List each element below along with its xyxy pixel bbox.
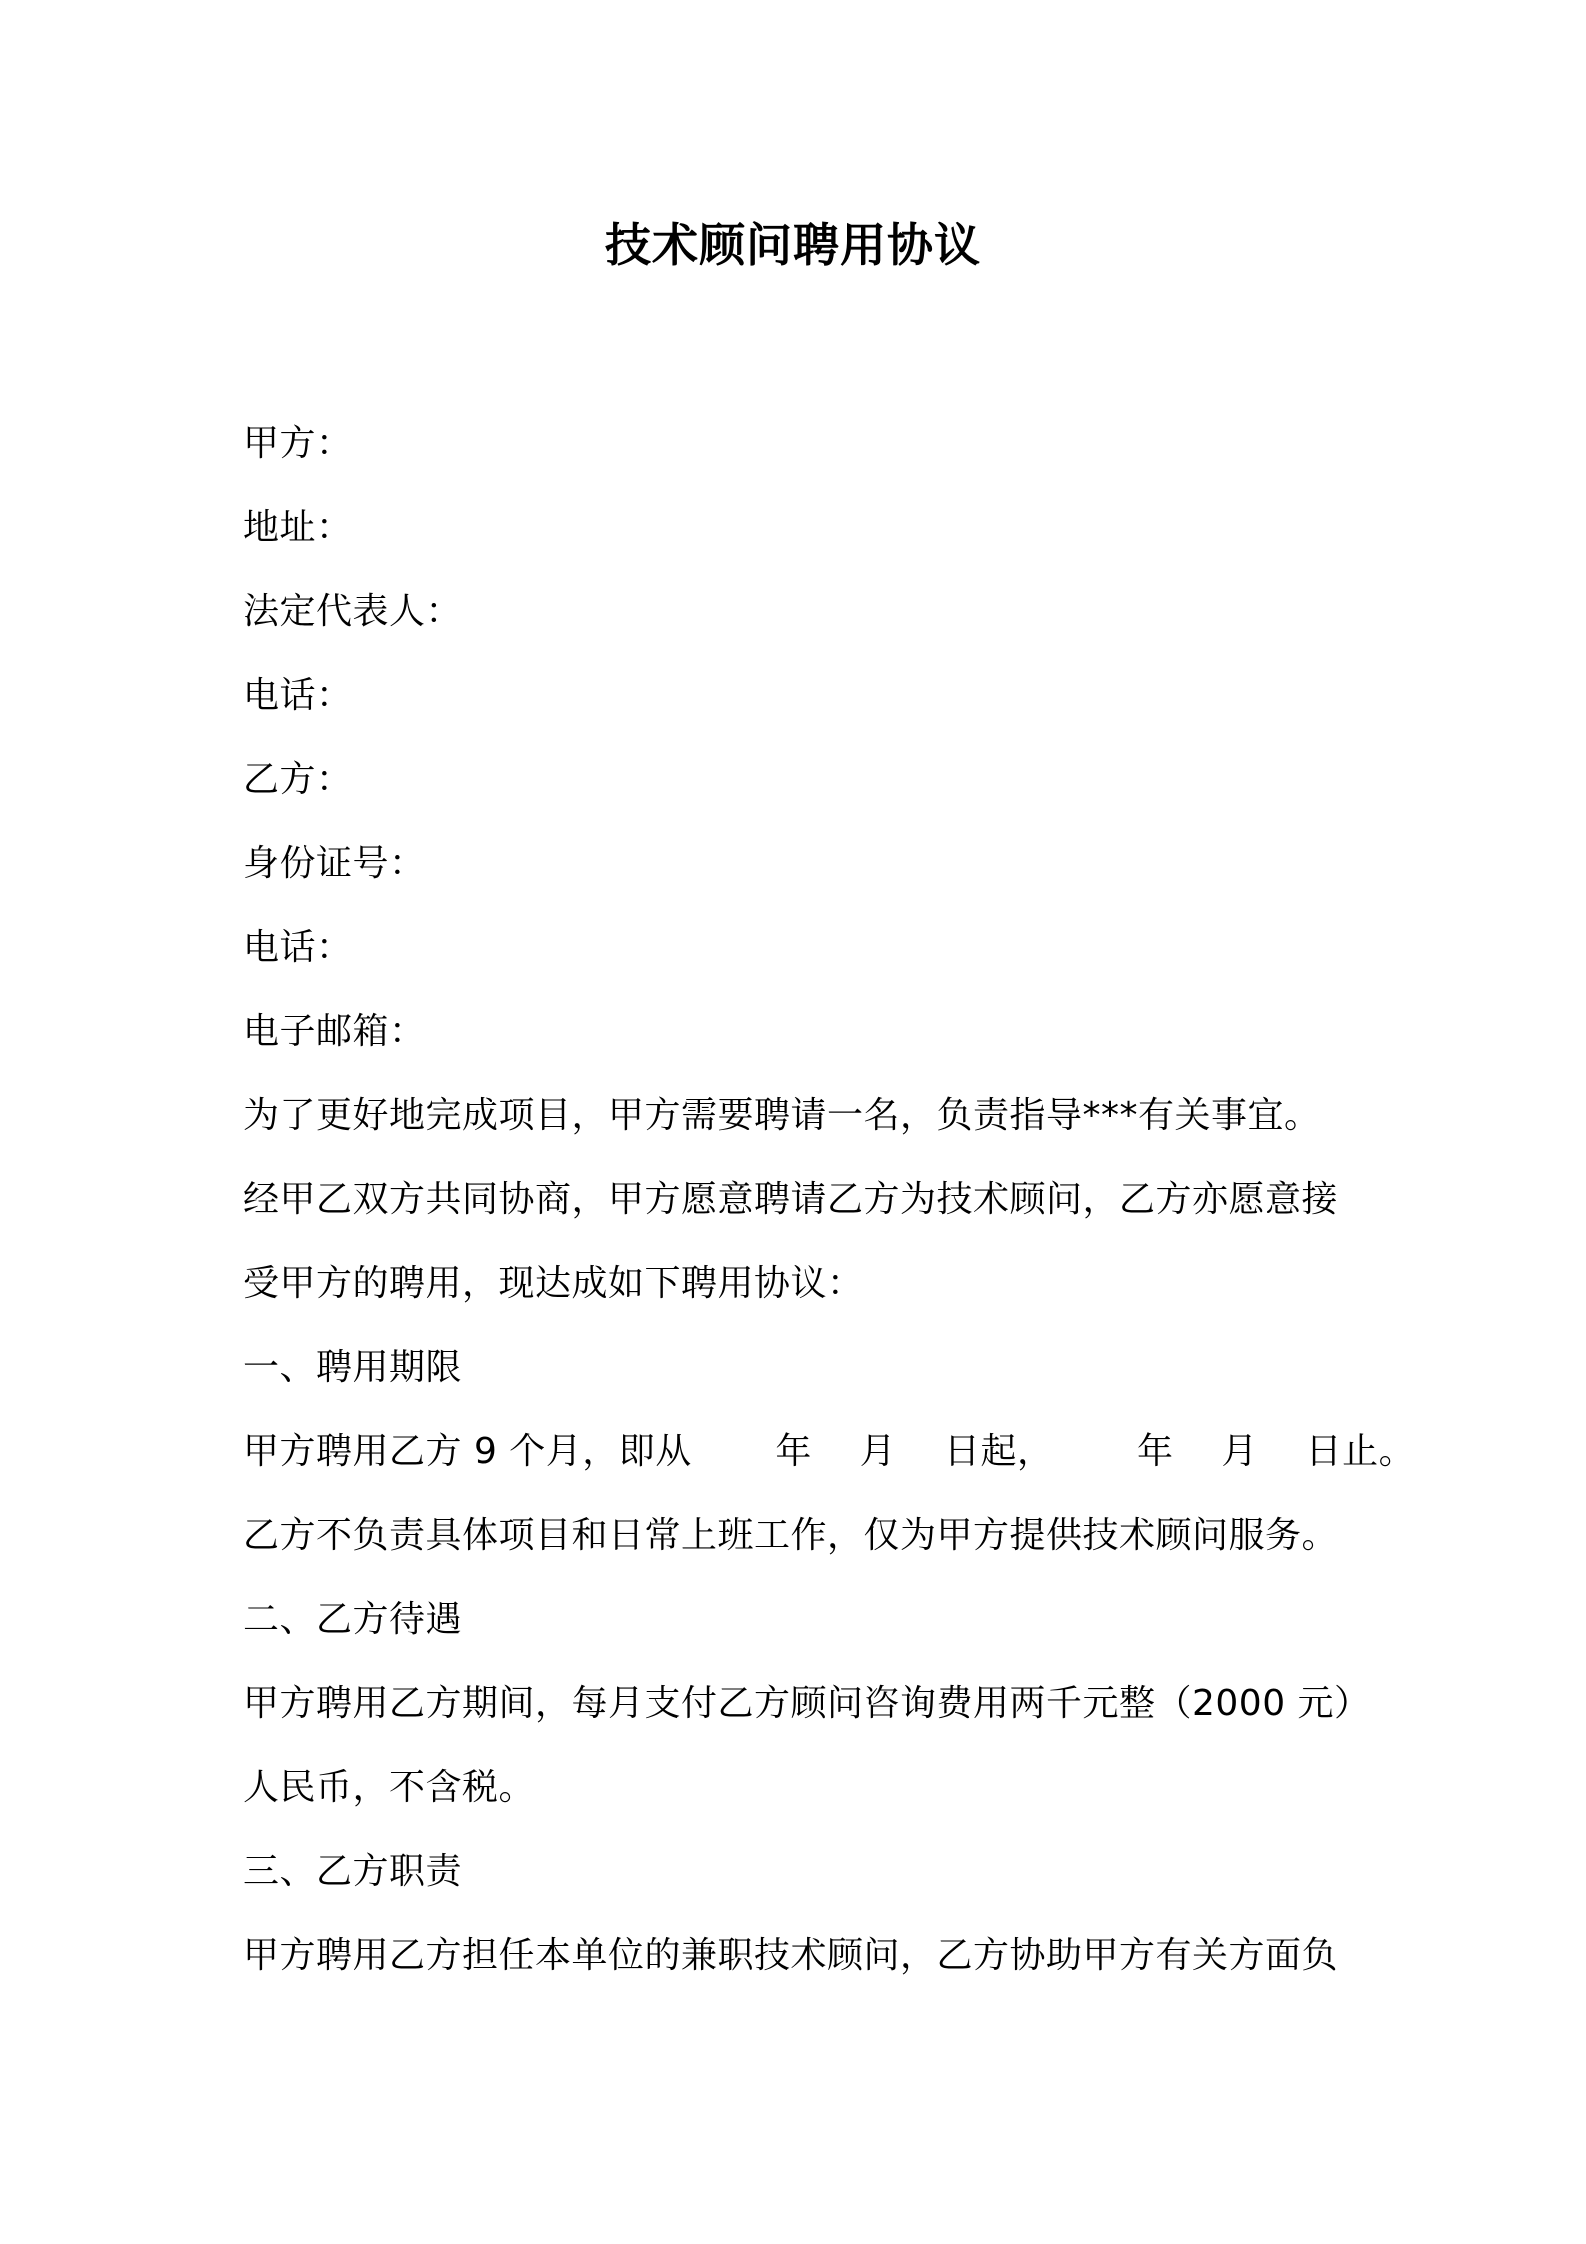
section-heading-compensation: 二、乙方待遇 (243, 1599, 463, 1640)
paragraph-line: 经甲乙双方共同协商，甲方愿意聘请乙方为技术顾问，乙方亦愿意接 (243, 1179, 1339, 1220)
email-field: 电子邮箱： (243, 1011, 426, 1052)
paragraph-line: 为了更好地完成项目，甲方需要聘请一名，负责指导***有关事宜。 (243, 1095, 1321, 1136)
paragraph-line: 甲方聘用乙方 9 个月，即从 年 月 日起， 年 月 日止。 (243, 1431, 1416, 1472)
address-field: 地址： (243, 507, 353, 548)
paragraph-line: 甲方聘用乙方担任本单位的兼职技术顾问，乙方协助甲方有关方面负 (243, 1935, 1339, 1976)
party-a-field: 甲方： (243, 423, 353, 464)
paragraph-line: 受甲方的聘用，现达成如下聘用协议： (243, 1263, 864, 1304)
section-heading-term: 一、聘用期限 (243, 1347, 463, 1388)
legal-representative-field: 法定代表人： (243, 591, 463, 632)
document-body (243, 402, 1416, 1998)
document-title: 技术顾问聘用协议 (605, 218, 981, 272)
id-number-field: 身份证号： (243, 843, 426, 884)
paragraph-line: 人民币，不含税。 (243, 1767, 536, 1808)
paragraph-line: 甲方聘用乙方期间，每月支付乙方顾问咨询费用两千元整（2000 元） (243, 1683, 1371, 1724)
party-b-phone-field: 电话： (243, 927, 353, 968)
section-heading-duties: 三、乙方职责 (243, 1851, 463, 1892)
party-b-field: 乙方： (243, 759, 353, 800)
party-a-phone-field: 电话： (243, 675, 353, 716)
paragraph-line: 乙方不负责具体项目和日常上班工作，仅为甲方提供技术顾问服务。 (243, 1515, 1339, 1556)
